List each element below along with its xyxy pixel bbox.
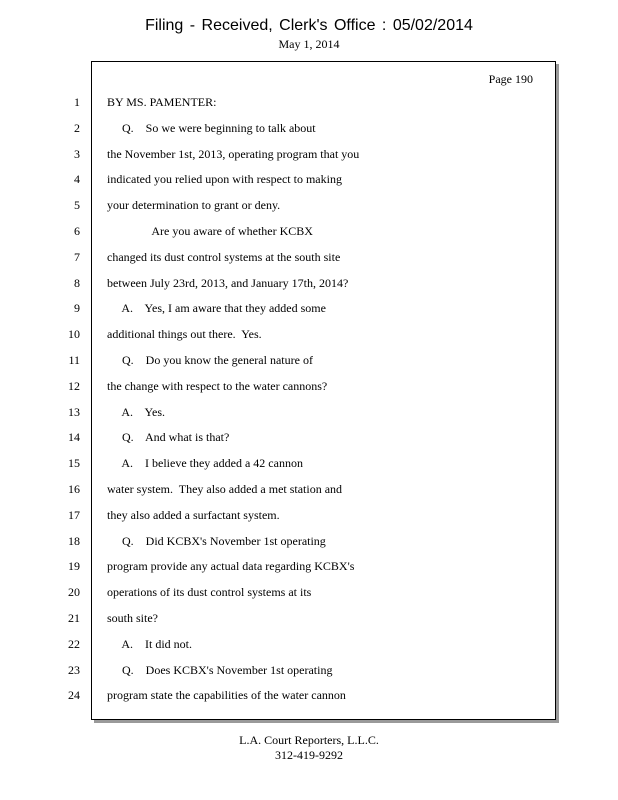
transcript-line-text: Q. So we were beginning to talk about bbox=[107, 121, 316, 135]
line-number: 1 bbox=[74, 95, 80, 109]
line-number: 13 bbox=[68, 405, 80, 419]
transcript-line-text: A. Yes. bbox=[107, 405, 166, 419]
line-number: 11 bbox=[68, 353, 80, 367]
line-number: 22 bbox=[68, 637, 80, 651]
line-number: 14 bbox=[68, 430, 80, 444]
transcript-line-text: changed its dust control systems at the south site bbox=[107, 250, 341, 264]
line-number: 20 bbox=[68, 585, 80, 599]
line-number: 10 bbox=[68, 327, 80, 341]
page-number: Page 190 bbox=[488, 72, 533, 86]
line-number: 3 bbox=[74, 147, 80, 161]
transcript-line-text: the change with respect to the water cannons? bbox=[107, 379, 328, 393]
transcript-line-text: A. Yes, I am aware that they added some bbox=[107, 301, 326, 315]
court-reporter-phone: 312-419-9292 bbox=[275, 748, 343, 762]
transcript-line-text: operations of its dust control systems at its bbox=[107, 585, 312, 599]
transcript-line-text: your determination to grant or deny. bbox=[107, 198, 281, 212]
line-number: 7 bbox=[74, 250, 80, 264]
filing-stamp: Filing - Received, Clerk's Office : 05/02/2014 bbox=[145, 17, 473, 34]
transcript-line-text: A. I believe they added a 42 cannon bbox=[107, 456, 303, 470]
line-number: 2 bbox=[74, 121, 80, 135]
court-reporter-name: L.A. Court Reporters, L.L.C. bbox=[239, 733, 379, 747]
transcript-line-text: Q. Did KCBX's November 1st operating bbox=[107, 534, 326, 548]
transcript-line-text: indicated you relied upon with respect to making bbox=[107, 172, 342, 186]
transcript-line-text: BY MS. PAMENTER: bbox=[107, 95, 217, 109]
deposition-date: May 1, 2014 bbox=[278, 37, 340, 51]
transcript-line-text: program state the capabilities of the water cannon bbox=[107, 688, 346, 702]
transcript-line-text: program provide any actual data regarding KCBX's bbox=[107, 559, 355, 573]
transcript-line-text: water system. They also added a met station and bbox=[107, 482, 343, 496]
line-number: 21 bbox=[68, 611, 80, 625]
transcript-line-text: they also added a surfactant system. bbox=[107, 508, 280, 522]
transcript-line-text: additional things out there. Yes. bbox=[107, 327, 262, 341]
transcript-line-text: south site? bbox=[107, 611, 158, 625]
line-number: 16 bbox=[68, 482, 80, 496]
transcript-line-text: Q. Does KCBX's November 1st operating bbox=[107, 663, 333, 677]
line-number: 18 bbox=[68, 534, 80, 548]
line-number: 15 bbox=[68, 456, 80, 470]
transcript-line-text: Q. And what is that? bbox=[107, 430, 230, 444]
line-number: 5 bbox=[74, 198, 80, 212]
transcript-line-text: between July 23rd, 2013, and January 17th, 2014? bbox=[107, 276, 349, 290]
line-number: 6 bbox=[74, 224, 80, 238]
line-number: 4 bbox=[74, 172, 80, 186]
transcript-line-text: Are you aware of whether KCBX bbox=[107, 224, 313, 238]
line-number: 12 bbox=[68, 379, 80, 393]
line-number: 8 bbox=[74, 276, 80, 290]
line-number: 24 bbox=[68, 688, 80, 702]
transcript-line-text: A. It did not. bbox=[107, 637, 193, 651]
line-number: 23 bbox=[68, 663, 80, 677]
line-number: 9 bbox=[74, 301, 80, 315]
transcript-line-text: the November 1st, 2013, operating program that you bbox=[107, 147, 360, 161]
transcript-line-text: Q. Do you know the general nature of bbox=[107, 353, 313, 367]
line-number: 17 bbox=[68, 508, 80, 522]
line-number: 19 bbox=[68, 559, 80, 573]
